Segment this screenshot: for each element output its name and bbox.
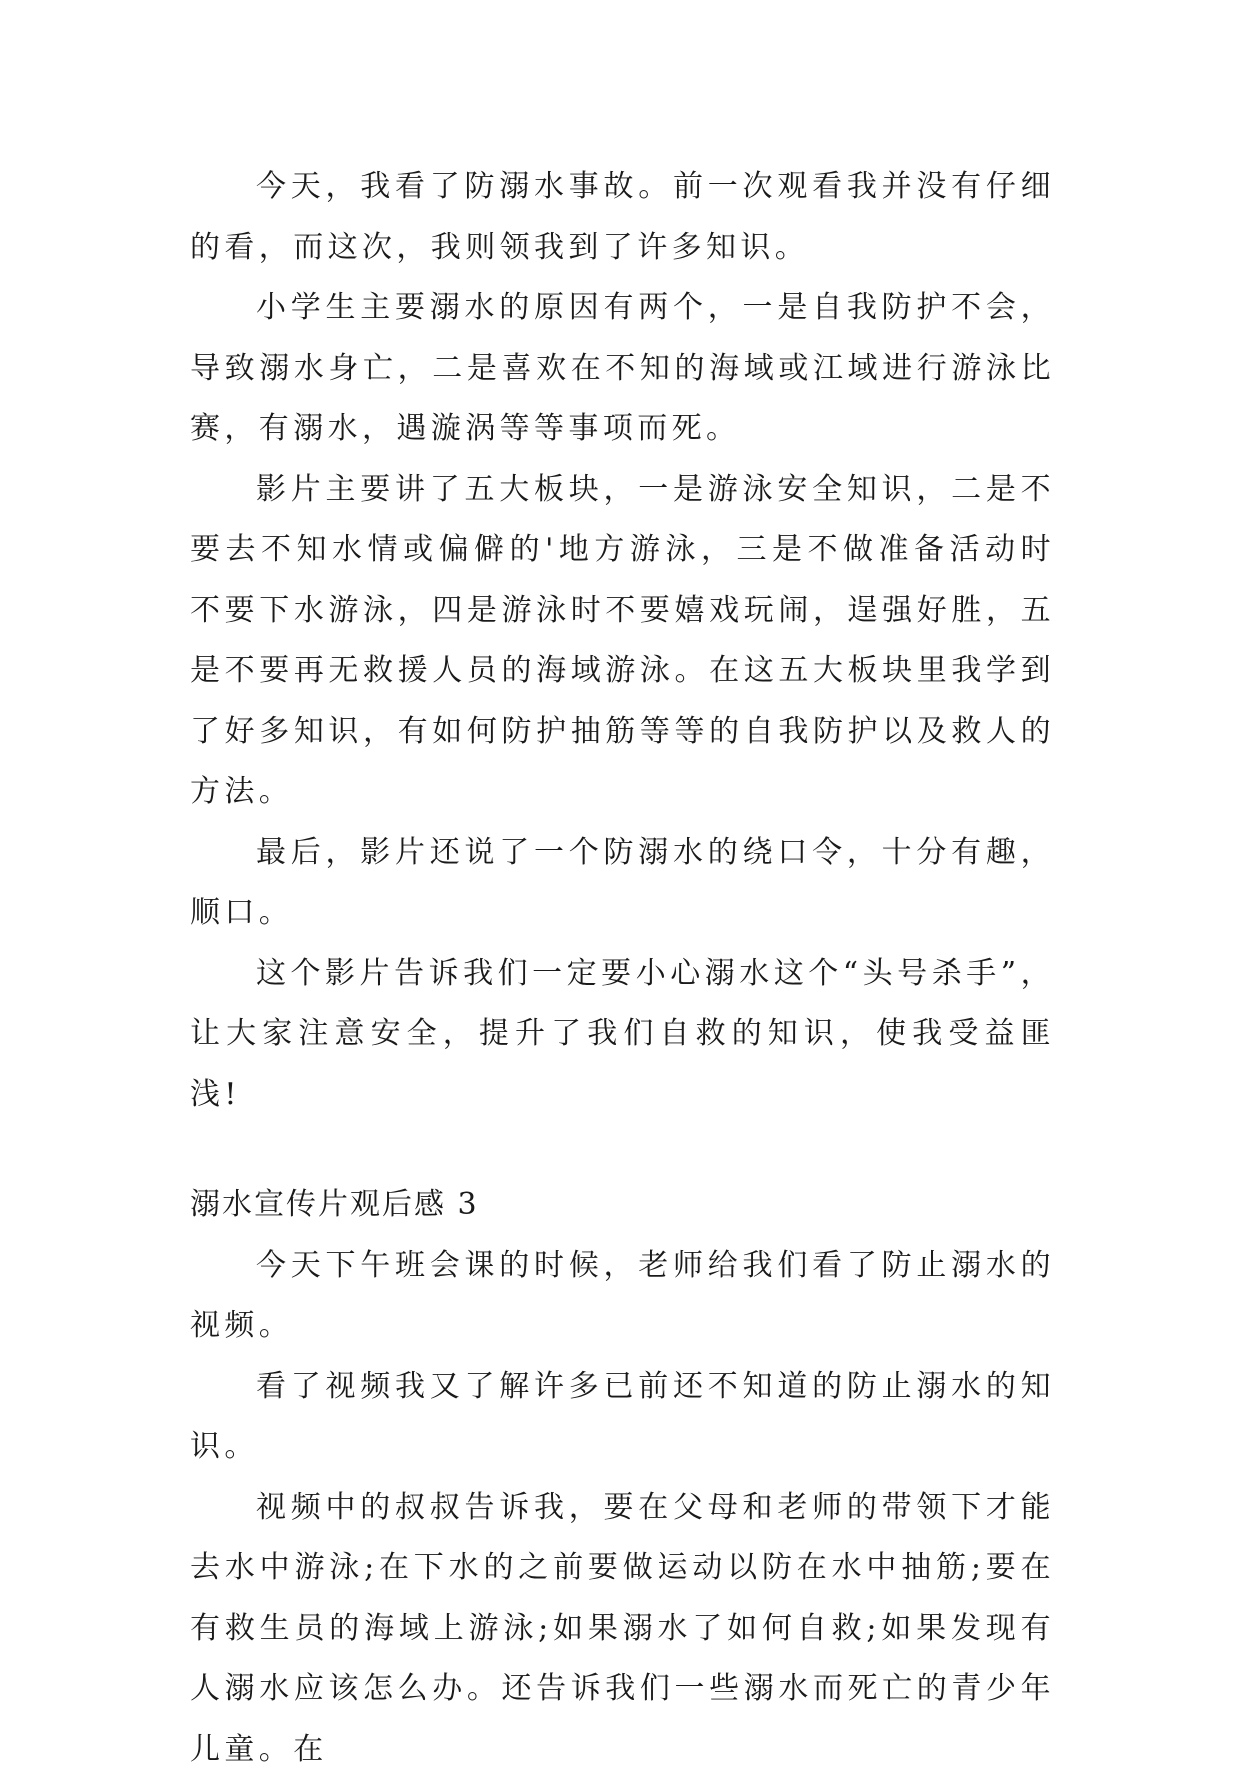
paragraph: 视频中的叔叔告诉我，要在父母和老师的带领下才能去水中游泳;在下水的之前要做运动以防在水中抽筋;要在有救生员的海域上游泳;如果溺水了如何自救;如果发现有人溺水应该怎么办。还告诉我们一些溺水而死亡的青少年儿童。在 [190,1478,1055,1780]
paragraph: 小学生主要溺水的原因有两个，一是自我防护不会，导致溺水身亡，二是喜欢在不知的海域或江域进行游泳比赛，有溺水，遇漩涡等等事项而死。 [190,278,1055,460]
paragraph: 最后，影片还说了一个防溺水的绕口令，十分有趣，顺口。 [190,823,1055,944]
document-body [190,157,1055,1780]
section-title: 溺水宣传片观后感 3 [190,1175,1055,1236]
paragraph: 今天下午班会课的时候，老师给我们看了防止溺水的视频。 [190,1236,1055,1357]
paragraph: 看了视频我又了解许多已前还不知道的防止溺水的知识。 [190,1357,1055,1478]
paragraph: 影片主要讲了五大板块，一是游泳安全知识，二是不要去不知水情或偏僻的'地方游泳，三是不做准备活动时不要下水游泳，四是游泳时不要嬉戏玩闹，逞强好胜，五是不要再无救援人员的海域游泳。在这五大板块里我学到了好多知识，有如何防护抽筋等等的自我防护以及救人的方法。 [190,460,1055,823]
paragraph: 今天，我看了防溺水事故。前一次观看我并没有仔细的看，而这次，我则领我到了许多知识。 [190,157,1055,278]
paragraph: 这个影片告诉我们一定要小心溺水这个“头号杀手”，让大家注意安全，提升了我们自救的知识，使我受益匪浅! [190,944,1055,1126]
